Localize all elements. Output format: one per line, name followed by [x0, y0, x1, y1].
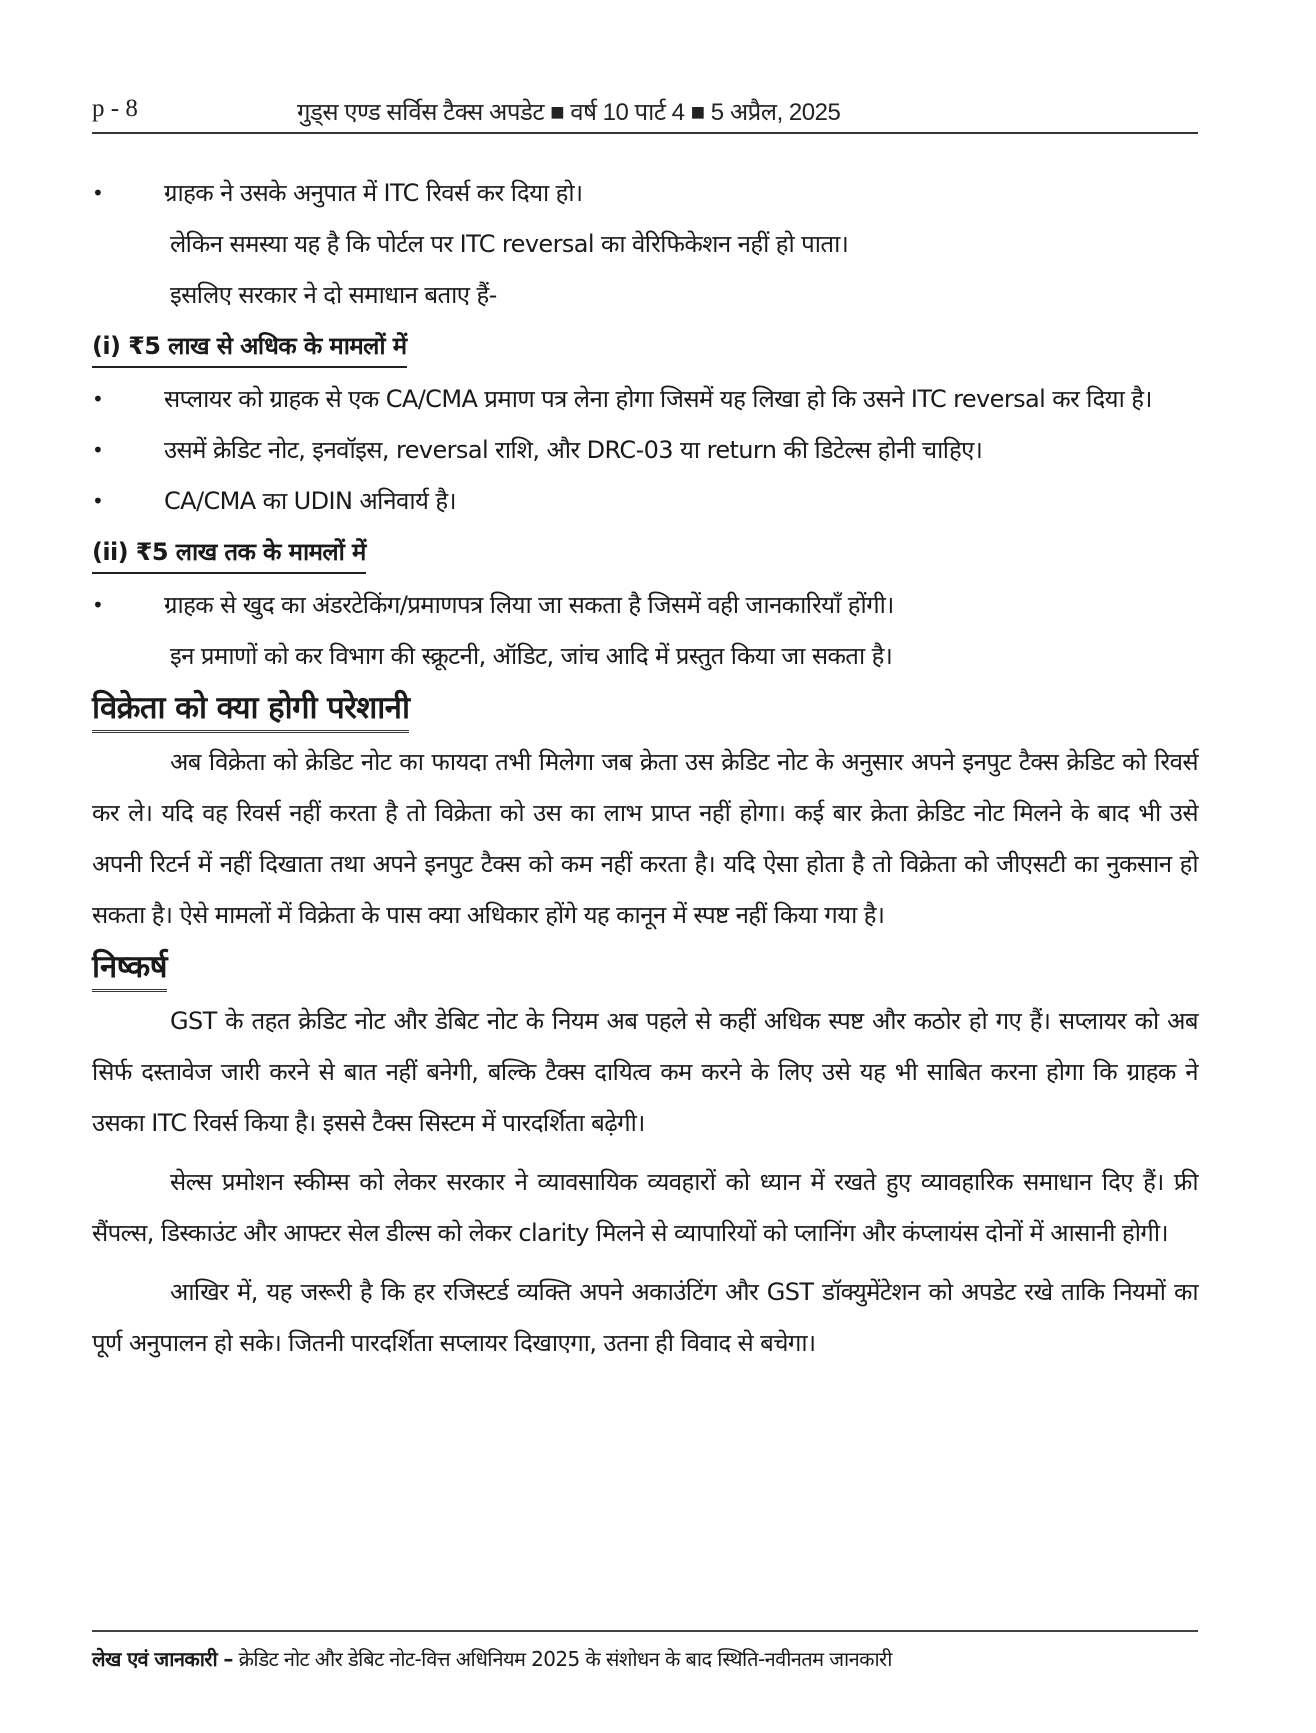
- intro-solution-line: इसलिए सरकार ने दो समाधान बताए हैं-: [170, 281, 497, 309]
- conclusion-paragraph: सेल्स प्रमोशन स्कीम्स को लेकर सरकार ने व्यावसायिक व्यवहारों को ध्यान में रखते हुए व्यावहारिक समाधान दिए हैं। फ्री सैंपल्स, डिस्काउंट और आफ्टर सेल डील्स को लेकर clarity मिलने से व्यापारियों को प्लानिंग और कंप्लायंस दोनों में आसानी होगी।: [92, 1168, 1198, 1247]
- list-item-text: ग्राहक से खुद का अंडरटेकिंग/प्रमाणपत्र लिया जा सकता है जिसमें वही जानकारियाँ होंगी।: [164, 591, 894, 619]
- list-item: [92, 476, 1198, 527]
- intro-problem-line: लेकिन समस्या यह है कि पोर्टल पर ITC reversal का वेरिफिकेशन नहीं हो पाता।: [170, 230, 849, 258]
- list-item-text: CA/CMA का UDIN अनिवार्य है।: [164, 487, 456, 515]
- publication-title: गुड्स एण्ड सर्विस टैक्स अपडेट ■ वर्ष 10 पार्ट 4 ■ 5 अप्रैल, 2025: [297, 99, 841, 126]
- list-item: [92, 425, 1198, 476]
- bullet-icon: •: [92, 489, 104, 513]
- conclusion-paragraph: आखिर में, यह जरूरी है कि हर रजिस्टर्ड व्यक्ति अपने अकाउंटिंग और GST डॉक्युमेंटेशन को अपडेट रखे ताकि नियमों का पूर्ण अनुपालन हो सके। जितनी पारदर्शिता सप्लायर दिखाएगा, उतना ही विवाद से बचेगा।: [92, 1278, 1198, 1357]
- list-item-text: सप्लायर को ग्राहक से एक CA/CMA प्रमाण पत्र लेना होगा जिसमें यह लिखा हो कि उसने ITC reversal कर दिया है।: [164, 385, 1152, 413]
- footer-article-title: क्रेडिट नोट और डेबिट नोट-वित्त अधिनियम 2025 के संशोधन के बाद स्थिति-नवीनतम जानकारी: [238, 1647, 892, 1671]
- list-item: [92, 580, 1198, 631]
- list-item-text: ग्राहक ने उसके अनुपात में ITC रिवर्स कर दिया हो।: [164, 179, 583, 207]
- footer-divider: [92, 1630, 1198, 1632]
- list-item: [92, 168, 1198, 219]
- seller-problem-paragraph: अब विक्रेता को क्रेडिट नोट का फायदा तभी मिलेगा जब क्रेता उस क्रेडिट नोट के अनुसार अपने इनपुट टैक्स क्रेडिट को रिवर्स कर ले। यदि वह रिवर्स नहीं करता है तो विक्रेता को उस का लाभ प्राप्त नहीं होगा। कई बार क्रेता क्रेडिट नोट मिलने के बाद भी उसे अपनी रिटर्न में नहीं दिखाता तथा अपने इनपुट टैक्स को कम नहीं करता है। यदि ऐसा होता है तो विक्रेता को जीएसटी का नुकसान हो सकता है। ऐसे मामलों में विक्रेता के पास क्या अधिकार होंगे यह कानून में स्पष्ट नहीं किया गया है।: [92, 748, 1198, 929]
- subheading-upto-5-lakh: (ii) ₹5 लाख तक के मामलों में: [92, 532, 366, 574]
- evidence-note: इन प्रमाणों को कर विभाग की स्क्रूटनी, ऑडिट, जांच आदि में प्रस्तुत किया जा सकता है।: [170, 642, 893, 670]
- bullet-icon: •: [92, 593, 104, 617]
- article-body: [92, 168, 1198, 1369]
- bullet-icon: •: [92, 387, 104, 411]
- running-header: [92, 95, 1198, 135]
- page-number: p - 8: [92, 95, 138, 122]
- bullet-icon: •: [92, 181, 104, 205]
- header-divider: [92, 132, 1198, 134]
- section-heading-seller-problem: विक्रेता को क्या होगी परेशानी: [92, 686, 409, 733]
- list-item-text: उसमें क्रेडिट नोट, इनवॉइस, reversal राशि, और DRC-03 या return की डिटेल्स होनी चाहिए।: [164, 436, 983, 464]
- section-heading-conclusion: निष्कर्ष: [92, 945, 167, 992]
- list-item: [92, 374, 1198, 425]
- bullet-icon: •: [92, 438, 104, 462]
- subheading-above-5-lakh: (i) ₹5 लाख से अधिक के मामलों में: [92, 326, 407, 368]
- running-footer: [92, 1645, 1198, 1672]
- conclusion-paragraph: GST के तहत क्रेडिट नोट और डेबिट नोट के नियम अब पहले से कहीं अधिक स्पष्ट और कठोर हो गए हैं। सप्लायर को अब सिर्फ दस्तावेज जारी करने से बात नहीं बनेगी, बल्कि टैक्स दायित्व कम करने के लिए उसे यह भी साबित करना होगा कि ग्राहक ने उसका ITC रिवर्स किया है। इससे टैक्स सिस्टम में पारदर्शिता बढ़ेगी।: [92, 1007, 1198, 1137]
- footer-label: लेख एवं जानकारी –: [92, 1647, 233, 1671]
